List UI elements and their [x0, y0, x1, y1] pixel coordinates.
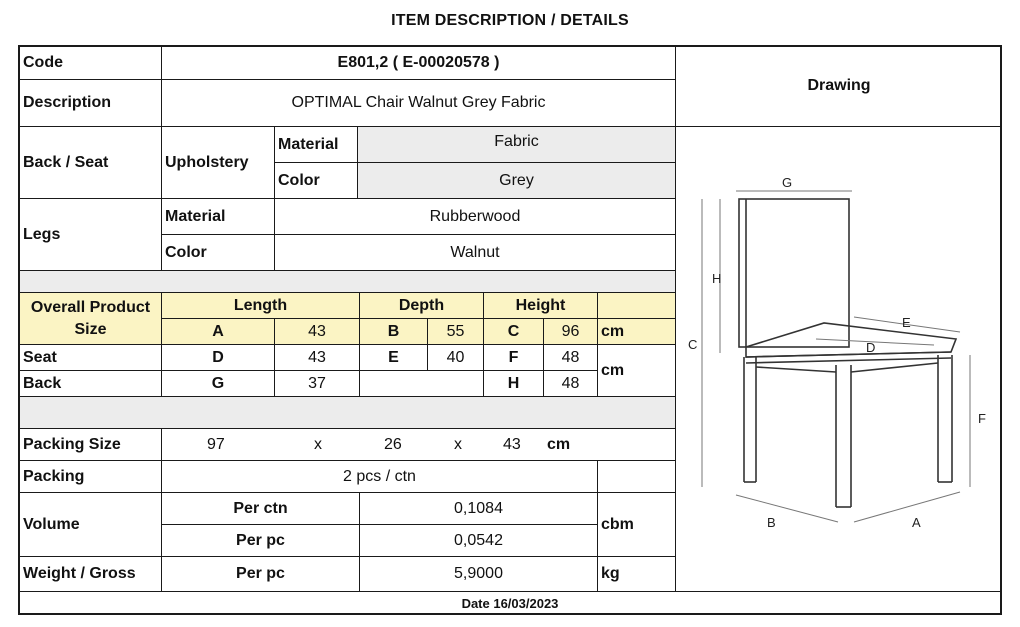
dim-f-value: 48 — [544, 345, 598, 371]
packing-blank — [598, 461, 676, 493]
packing-label: Packing — [20, 461, 162, 493]
dim-letter-e: E — [902, 315, 911, 330]
code-value: E801,2 ( E-00020578 ) — [162, 47, 676, 80]
back-blank — [360, 371, 484, 397]
height-header: Height — [484, 293, 598, 319]
legs-material-value: Rubberwood — [275, 199, 676, 235]
dim-c-label: C — [484, 319, 544, 345]
legs-color-label: Color — [162, 235, 275, 271]
packing-height: 43 — [503, 435, 521, 453]
document-title: ITEM DESCRIPTION / DETAILS — [391, 12, 629, 29]
description-label: Description — [20, 80, 162, 127]
dim-g-label: G — [162, 371, 275, 397]
dim-e-value: 40 — [428, 345, 484, 371]
drawing-panel — [676, 47, 1002, 592]
document-date: Date 16/03/2023 — [461, 596, 559, 611]
dim-c-value: 96 — [544, 319, 598, 345]
dim-a-label: A — [162, 319, 275, 345]
item-details-sheet — [18, 45, 1002, 615]
dim-h-label: H — [484, 371, 544, 397]
packing-x1: x — [314, 435, 322, 453]
overall-size-label — [20, 293, 162, 345]
dim-letter-c: C — [688, 337, 698, 352]
dim-a-value: 43 — [275, 319, 360, 345]
dim-g-value: 37 — [275, 371, 360, 397]
back-seat-label: Back / Seat — [20, 127, 162, 199]
packing-value: 2 pcs / ctn — [162, 461, 598, 493]
dim-letter-f: F — [978, 411, 986, 426]
volume-per-pc-value: 0,0542 — [360, 525, 598, 557]
seat-back-unit: cm — [598, 345, 676, 397]
overall-size-label-line2: Size — [74, 320, 107, 338]
legs-label: Legs — [20, 199, 162, 271]
code-label: Code — [20, 47, 162, 80]
upholstery-material-value: Fabric — [358, 127, 676, 163]
drawing-label: Drawing — [676, 47, 1002, 127]
legs-material-label: Material — [162, 199, 275, 235]
upholstery-material-label: Material — [275, 127, 358, 163]
dim-letter-g: G — [782, 175, 793, 190]
upholstery-color-value: Grey — [358, 163, 676, 199]
weight-label: Weight / Gross — [20, 557, 162, 592]
volume-per-pc-label: Per pc — [162, 525, 360, 557]
dim-b-label: B — [360, 319, 428, 345]
upholstery-color-label: Color — [275, 163, 358, 199]
upholstery-label: Upholstery — [162, 127, 275, 199]
dim-h-value: 48 — [544, 371, 598, 397]
weight-unit: kg — [598, 557, 676, 592]
packing-size-unit: cm — [547, 435, 571, 453]
volume-per-ctn-label: Per ctn — [162, 493, 360, 525]
dim-letter-d: D — [866, 340, 876, 355]
chair-outline — [739, 199, 956, 507]
packing-length: 97 — [207, 435, 225, 453]
packing-size-row — [162, 429, 676, 461]
dim-letter-h: H — [712, 271, 722, 286]
volume-per-ctn-value: 0,1084 — [360, 493, 598, 525]
back-label: Back — [20, 371, 162, 397]
packing-x2: x — [454, 435, 462, 453]
length-header: Length — [162, 293, 360, 319]
description-value: OPTIMAL Chair Walnut Grey Fabric — [162, 80, 676, 127]
dim-b-value: 55 — [428, 319, 484, 345]
chair-drawing — [676, 127, 1002, 590]
dim-f-label: F — [484, 345, 544, 371]
weight-value: 5,9000 — [360, 557, 598, 592]
depth-header: Depth — [360, 293, 484, 319]
dim-letter-a: A — [912, 515, 921, 530]
overall-size-label-line1: Overall Product — [30, 298, 151, 316]
dim-e-label: E — [360, 345, 428, 371]
packing-size-label: Packing Size — [20, 429, 162, 461]
packing-width: 26 — [384, 435, 402, 453]
legs-color-value: Walnut — [275, 235, 676, 271]
volume-unit: cbm — [598, 493, 676, 557]
overall-unit: cm — [598, 319, 676, 345]
spacer-row — [20, 271, 676, 293]
header-blank — [598, 293, 676, 319]
seat-label: Seat — [20, 345, 162, 371]
dim-d-label: D — [162, 345, 275, 371]
weight-per-pc-label: Per pc — [162, 557, 360, 592]
volume-label: Volume — [20, 493, 162, 557]
dim-d-value: 43 — [275, 345, 360, 371]
dim-letter-b: B — [767, 515, 776, 530]
spacer-row-2 — [20, 397, 676, 429]
